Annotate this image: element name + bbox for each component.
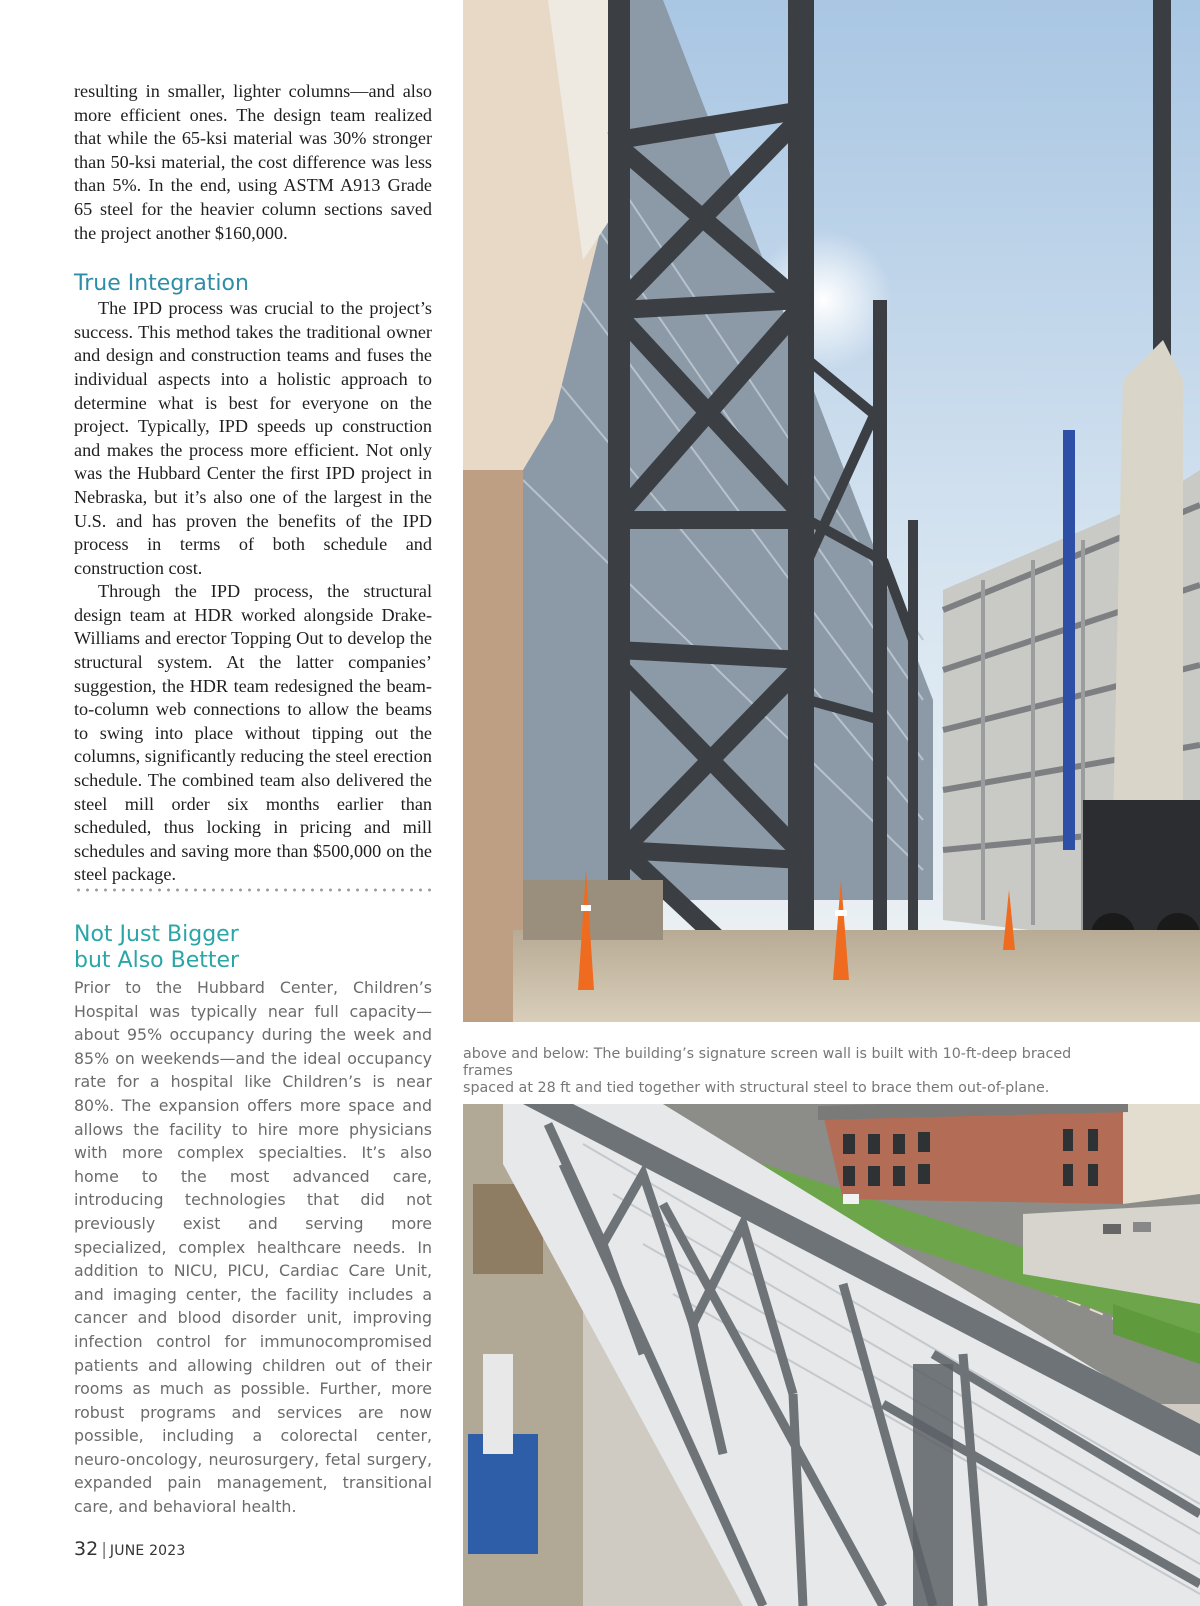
section-heading-not-just-bigger — [74, 922, 432, 974]
photo-caption — [463, 1046, 1083, 1097]
caption-line-1: above and below: The building’s signature screen wall is built with 10-ft-deep braced frames — [463, 1046, 1072, 1079]
section1-paragraph2: Through the IPD process, the structural design team at HDR worked alongside Drake-Williams and erector Topping Out to develop the structural system. At the latter companies’ suggestion, the HDR team redesigned the beam-to-column web connections to allow the beams to swing into place without tipping out the columns, significantly reducing the steel erection schedule. The combined team also delivered the steel mill order six months earlier than scheduled, thus locking in pricing and mill schedules and saving more than $500,000 on the steel package. — [74, 581, 432, 885]
page-number: 32 — [74, 1538, 99, 1560]
photo-screen-wall-aerial — [463, 1104, 1200, 1606]
page-folio — [74, 1538, 186, 1560]
intro-paragraph: resulting in smaller, lighter columns—and also more efficient ones. The design team realized that while the 65-ksi material was 30% stronger than 50-ksi material, the cost difference was less than 5%. In the end, using ASTM A913 Grade 65 steel for the heavier column sections saved the project another $160,000. — [74, 81, 432, 243]
article-column — [74, 80, 432, 887]
article-column-lower — [74, 922, 432, 1519]
heading-line-2: but Also Better — [74, 948, 240, 973]
issue-date: JUNE 2023 — [109, 1543, 186, 1559]
photo-screen-wall-from-below — [463, 0, 1200, 1022]
section-divider-dots — [74, 888, 432, 892]
section-heading-true-integration: True Integration — [74, 271, 249, 297]
heading-line-1: Not Just Bigger — [74, 922, 239, 947]
folio-separator: | — [101, 1540, 107, 1560]
section1-paragraph1: The IPD process was crucial to the project’s success. This method takes the traditional owner and design and construction teams and fuses the individual aspects into a holistic approach to determine what is best for everyone on the project. Typically, IPD speeds up construction and makes the process more efficient. Not only was the Hubbard Center the first IPD project in Nebraska, but it’s also one of the largest in the U.S. and has proven the benefits of the IPD process in terms of both schedule and construction cost. — [74, 298, 432, 578]
caption-line-2: spaced at 28 ft and tied together with structural steel to brace them out-of-plane. — [463, 1080, 1050, 1096]
section2-paragraph: Prior to the Hubbard Center, Children’s Hospital was typically near full capacity—about 95% occupancy during the week and 85% on weekends—and the ideal occupancy rate for a hospital like Children’s is near 80%. The expansion offers more space and allows the facility to hire more physicians with more complex specialties. It’s also home to the most advanced care, introducing technologies that did not previously exist and serving more specialized, complex healthcare needs. In addition to NICU, PICU, Cardiac Care Unit, and imaging center, the facility includes a cancer and blood disorder unit, improving infection control for immunocompromised patients and allowing children out of their rooms as much as possible. Further, more robust programs and services are now possible, including a colorectal center, neuro-oncology, neurosurgery, fetal surgery, expanded pain management, transitional care, and behavioral health. — [74, 978, 432, 1517]
